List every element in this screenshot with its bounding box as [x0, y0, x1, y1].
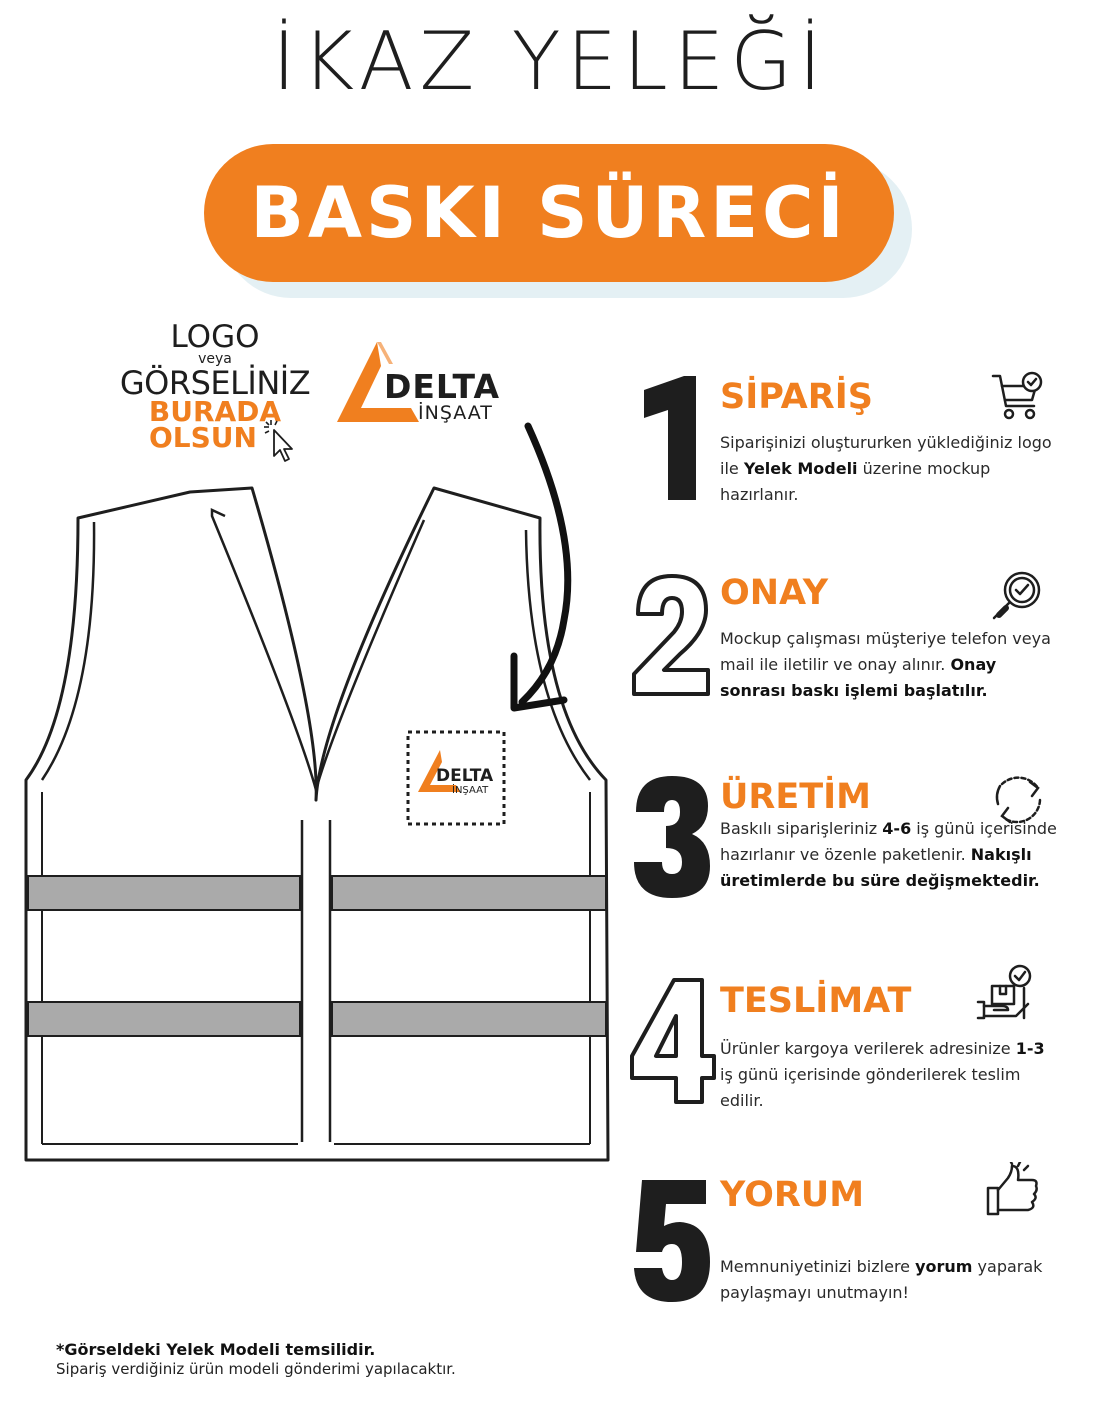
step-desc-1: Siparişinizi oluştururken yüklediğiniz logo ile Yelek Modeli üzerine mockup hazırlanır.	[720, 433, 1052, 504]
thumbs-up-icon	[984, 1162, 1040, 1218]
logo-placeholder-line4: BURADA	[148, 395, 282, 428]
step-title-5: YORUM	[720, 1175, 865, 1215]
refresh-cycle-icon	[990, 770, 1046, 826]
footnote-bold: *Görseldeki Yelek Modeli temsilidir.	[56, 1340, 376, 1359]
step-desc-4: Ürünler kargoya verilerek adresinize 1-3 iş günü içerisinde gönderilerek teslim edilir.	[720, 1039, 1045, 1110]
step-desc-5: Memnuniyetinizi bizlere yorum yaparak paylaşmayı unutmayın!	[720, 1257, 1043, 1302]
step-desc-3: Baskılı siparişleriniz 4-6 iş günü içerisinde hazırlanır ve özenle paketlenir. Nakışlı üretimlerde bu süre değişmektedir.	[720, 819, 1057, 890]
vest-logo-name: DELTA	[436, 766, 494, 786]
page-title: İKAZ YELEĞİ	[272, 15, 828, 108]
step-number-4	[622, 976, 722, 1106]
delivery-box-icon	[976, 964, 1032, 1020]
step-title-1: SİPARİŞ	[720, 377, 873, 417]
footnote-normal: Sipariş verdiğiniz ürün modeli gönderimi yapılacaktır.	[56, 1360, 456, 1378]
step-number-5	[622, 1176, 722, 1306]
delta-logo-sub: İNŞAAT	[418, 402, 493, 424]
logo-placeholder-line3: GÖRSELİNİZ	[119, 364, 311, 402]
step-title-3: ÜRETİM	[720, 777, 872, 817]
cart-check-icon	[990, 370, 1046, 426]
step-desc-2: Mockup çalışması müşteriye telefon veya mail ile iletilir ve onay alınır. Onay sonrası baskı işlemi başlatılır.	[720, 629, 1051, 700]
step-number-1	[622, 374, 722, 504]
curved-arrow	[500, 420, 600, 720]
step-title-2: ONAY	[720, 573, 829, 613]
delta-logo-name: DELTA	[384, 367, 500, 406]
logo-placeholder-line1: LOGO	[170, 319, 260, 355]
logo-placeholder-line5: OLSUN	[149, 421, 257, 454]
cursor-click-icon	[262, 418, 298, 464]
step-number-2	[622, 570, 722, 700]
step-title-4: TESLİMAT	[720, 981, 912, 1021]
vest-logo-sub: İNŞAAT	[452, 785, 489, 796]
subtitle-text: BASKI SÜRECİ	[250, 172, 848, 254]
logo-placeholder-line2: veya	[198, 351, 232, 367]
magnifier-check-icon	[988, 568, 1044, 624]
subtitle-banner	[204, 144, 894, 282]
step-number-3	[622, 772, 722, 902]
